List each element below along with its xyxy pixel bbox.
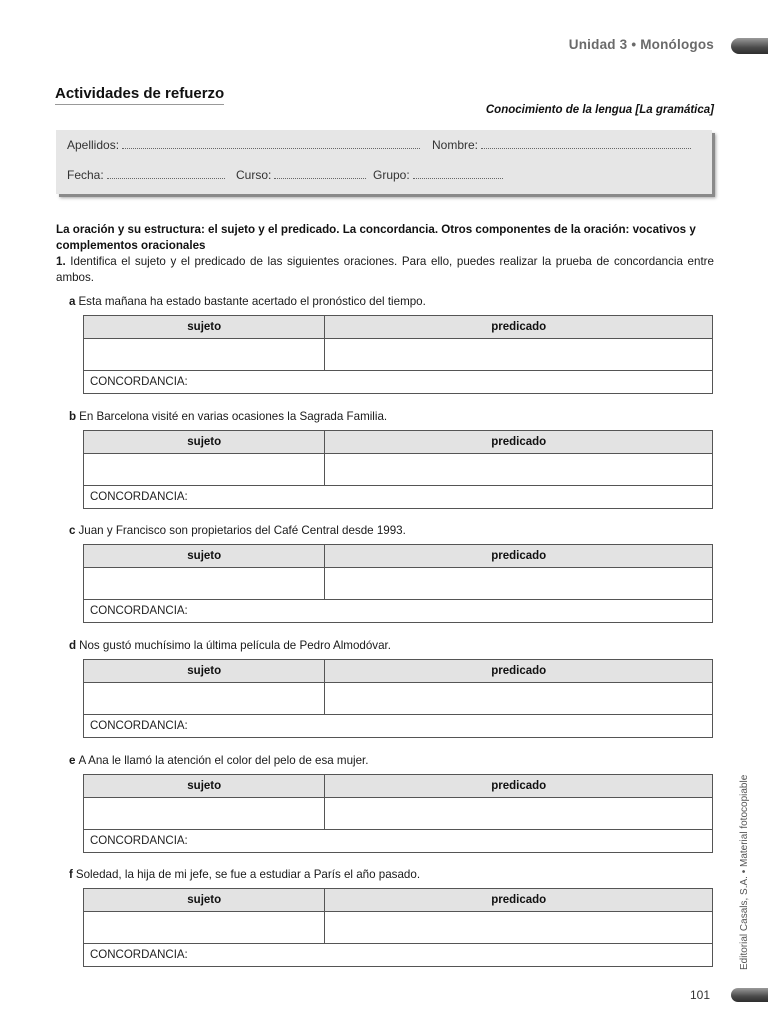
agreement-cell[interactable]: CONCORDANCIA: (84, 830, 713, 853)
predicate-answer-cell[interactable] (325, 683, 713, 715)
page-number: 101 (690, 988, 711, 1002)
exercise-item-b (69, 410, 715, 509)
subject-answer-cell[interactable] (84, 454, 325, 486)
curso-blank[interactable] (274, 168, 366, 179)
nombre-field[interactable] (432, 138, 691, 152)
agreement-cell[interactable]: CONCORDANCIA: (84, 486, 713, 509)
predicate-header: predicado (325, 431, 713, 454)
curso-label: Curso: (236, 168, 272, 182)
page-title: Actividades de refuerzo (55, 85, 224, 105)
section-heading: La oración y su estructura: el sujeto y el predicado. La concordancia. Otros componentes de la oración: vocativos y complementos oracionales (56, 223, 696, 252)
exercise-sentence (69, 410, 715, 424)
sentence-text: A Ana le llamó la atención el color del pelo de esa mujer. (78, 754, 369, 767)
predicate-header: predicado (325, 660, 713, 683)
fecha-label: Fecha: (67, 168, 104, 182)
nombre-label: Nombre: (432, 138, 479, 152)
unit-header: Unidad 3 • Monólogos (568, 37, 714, 52)
grupo-label: Grupo: (373, 168, 410, 182)
subject-header: sujeto (84, 431, 325, 454)
predicate-header: predicado (325, 775, 713, 798)
item-letter: d (69, 639, 77, 652)
predicate-header: predicado (325, 316, 713, 339)
subject-header: sujeto (84, 660, 325, 683)
item-letter: b (69, 410, 77, 423)
curso-field[interactable] (236, 168, 366, 182)
subject-answer-cell[interactable] (84, 568, 325, 600)
predicate-answer-cell[interactable] (325, 798, 713, 830)
predicate-answer-cell[interactable] (325, 339, 713, 371)
subject-answer-cell[interactable] (84, 683, 325, 715)
predicate-answer-cell[interactable] (325, 568, 713, 600)
footer-tab-decoration (731, 988, 768, 1002)
student-info-box (56, 130, 712, 194)
answer-table (83, 659, 713, 738)
item-letter: f (69, 868, 73, 881)
answer-table (83, 544, 713, 623)
exercise-item-e (69, 754, 715, 853)
item-letter: e (69, 754, 76, 767)
exercise-sentence (69, 754, 715, 768)
apellidos-field[interactable] (67, 138, 420, 152)
fecha-field[interactable] (67, 168, 225, 182)
question-number: 1. (56, 255, 66, 268)
agreement-cell[interactable]: CONCORDANCIA: (84, 600, 713, 623)
subject-answer-cell[interactable] (84, 798, 325, 830)
exercise-item-d (69, 639, 715, 738)
sentence-text: Soledad, la hija de mi jefe, se fue a estudiar a París el año pasado. (75, 868, 421, 881)
fecha-blank[interactable] (107, 168, 225, 179)
subject-header: sujeto (84, 889, 325, 912)
predicate-answer-cell[interactable] (325, 454, 713, 486)
predicate-header: predicado (325, 889, 713, 912)
publisher-credit: Editorial Casals, S.A. • Material fotocopiable (739, 774, 750, 970)
subject-header: sujeto (84, 545, 325, 568)
agreement-cell[interactable]: CONCORDANCIA: (84, 715, 713, 738)
subject-answer-cell[interactable] (84, 339, 325, 371)
answer-table (83, 888, 713, 967)
sentence-text: Nos gustó muchísimo la última película de Pedro Almodóvar. (79, 639, 391, 652)
item-letter: c (69, 524, 76, 537)
exercise-sentence (69, 639, 715, 653)
exercise-sentence (69, 868, 715, 882)
agreement-cell[interactable]: CONCORDANCIA: (84, 371, 713, 394)
subject-header: sujeto (84, 775, 325, 798)
question-text: Identifica el sujeto y el predicado de las siguientes oraciones. Para ello, puedes realizar la prueba de concordancia entre ambos. (56, 255, 714, 284)
grupo-blank[interactable] (413, 168, 503, 179)
sentence-text: Esta mañana ha estado bastante acertado el pronóstico del tiempo. (78, 295, 426, 308)
exercise-sentence (69, 524, 715, 538)
answer-table (83, 430, 713, 509)
predicate-header: predicado (325, 545, 713, 568)
subject-answer-cell[interactable] (84, 912, 325, 944)
page-subtitle: Conocimiento de la lengua [La gramática] (485, 104, 714, 116)
subject-header: sujeto (84, 316, 325, 339)
exercise-sentence (69, 295, 715, 309)
agreement-cell[interactable]: CONCORDANCIA: (84, 944, 713, 967)
header-tab-decoration (731, 38, 768, 54)
exercise-item-c (69, 524, 715, 623)
predicate-answer-cell[interactable] (325, 912, 713, 944)
sentence-text: En Barcelona visité en varias ocasiones la Sagrada Familia. (79, 410, 388, 423)
exercise-item-a (69, 295, 715, 394)
question-1 (56, 254, 714, 286)
answer-table (83, 315, 713, 394)
item-letter: a (69, 295, 76, 308)
apellidos-label: Apellidos: (67, 138, 120, 152)
answer-table (83, 774, 713, 853)
apellidos-blank[interactable] (122, 138, 420, 149)
sentence-text: Juan y Francisco son propietarios del Café Central desde 1993. (78, 524, 406, 537)
grupo-field[interactable] (373, 168, 503, 182)
exercise-item-f (69, 868, 715, 967)
nombre-blank[interactable] (481, 138, 691, 149)
